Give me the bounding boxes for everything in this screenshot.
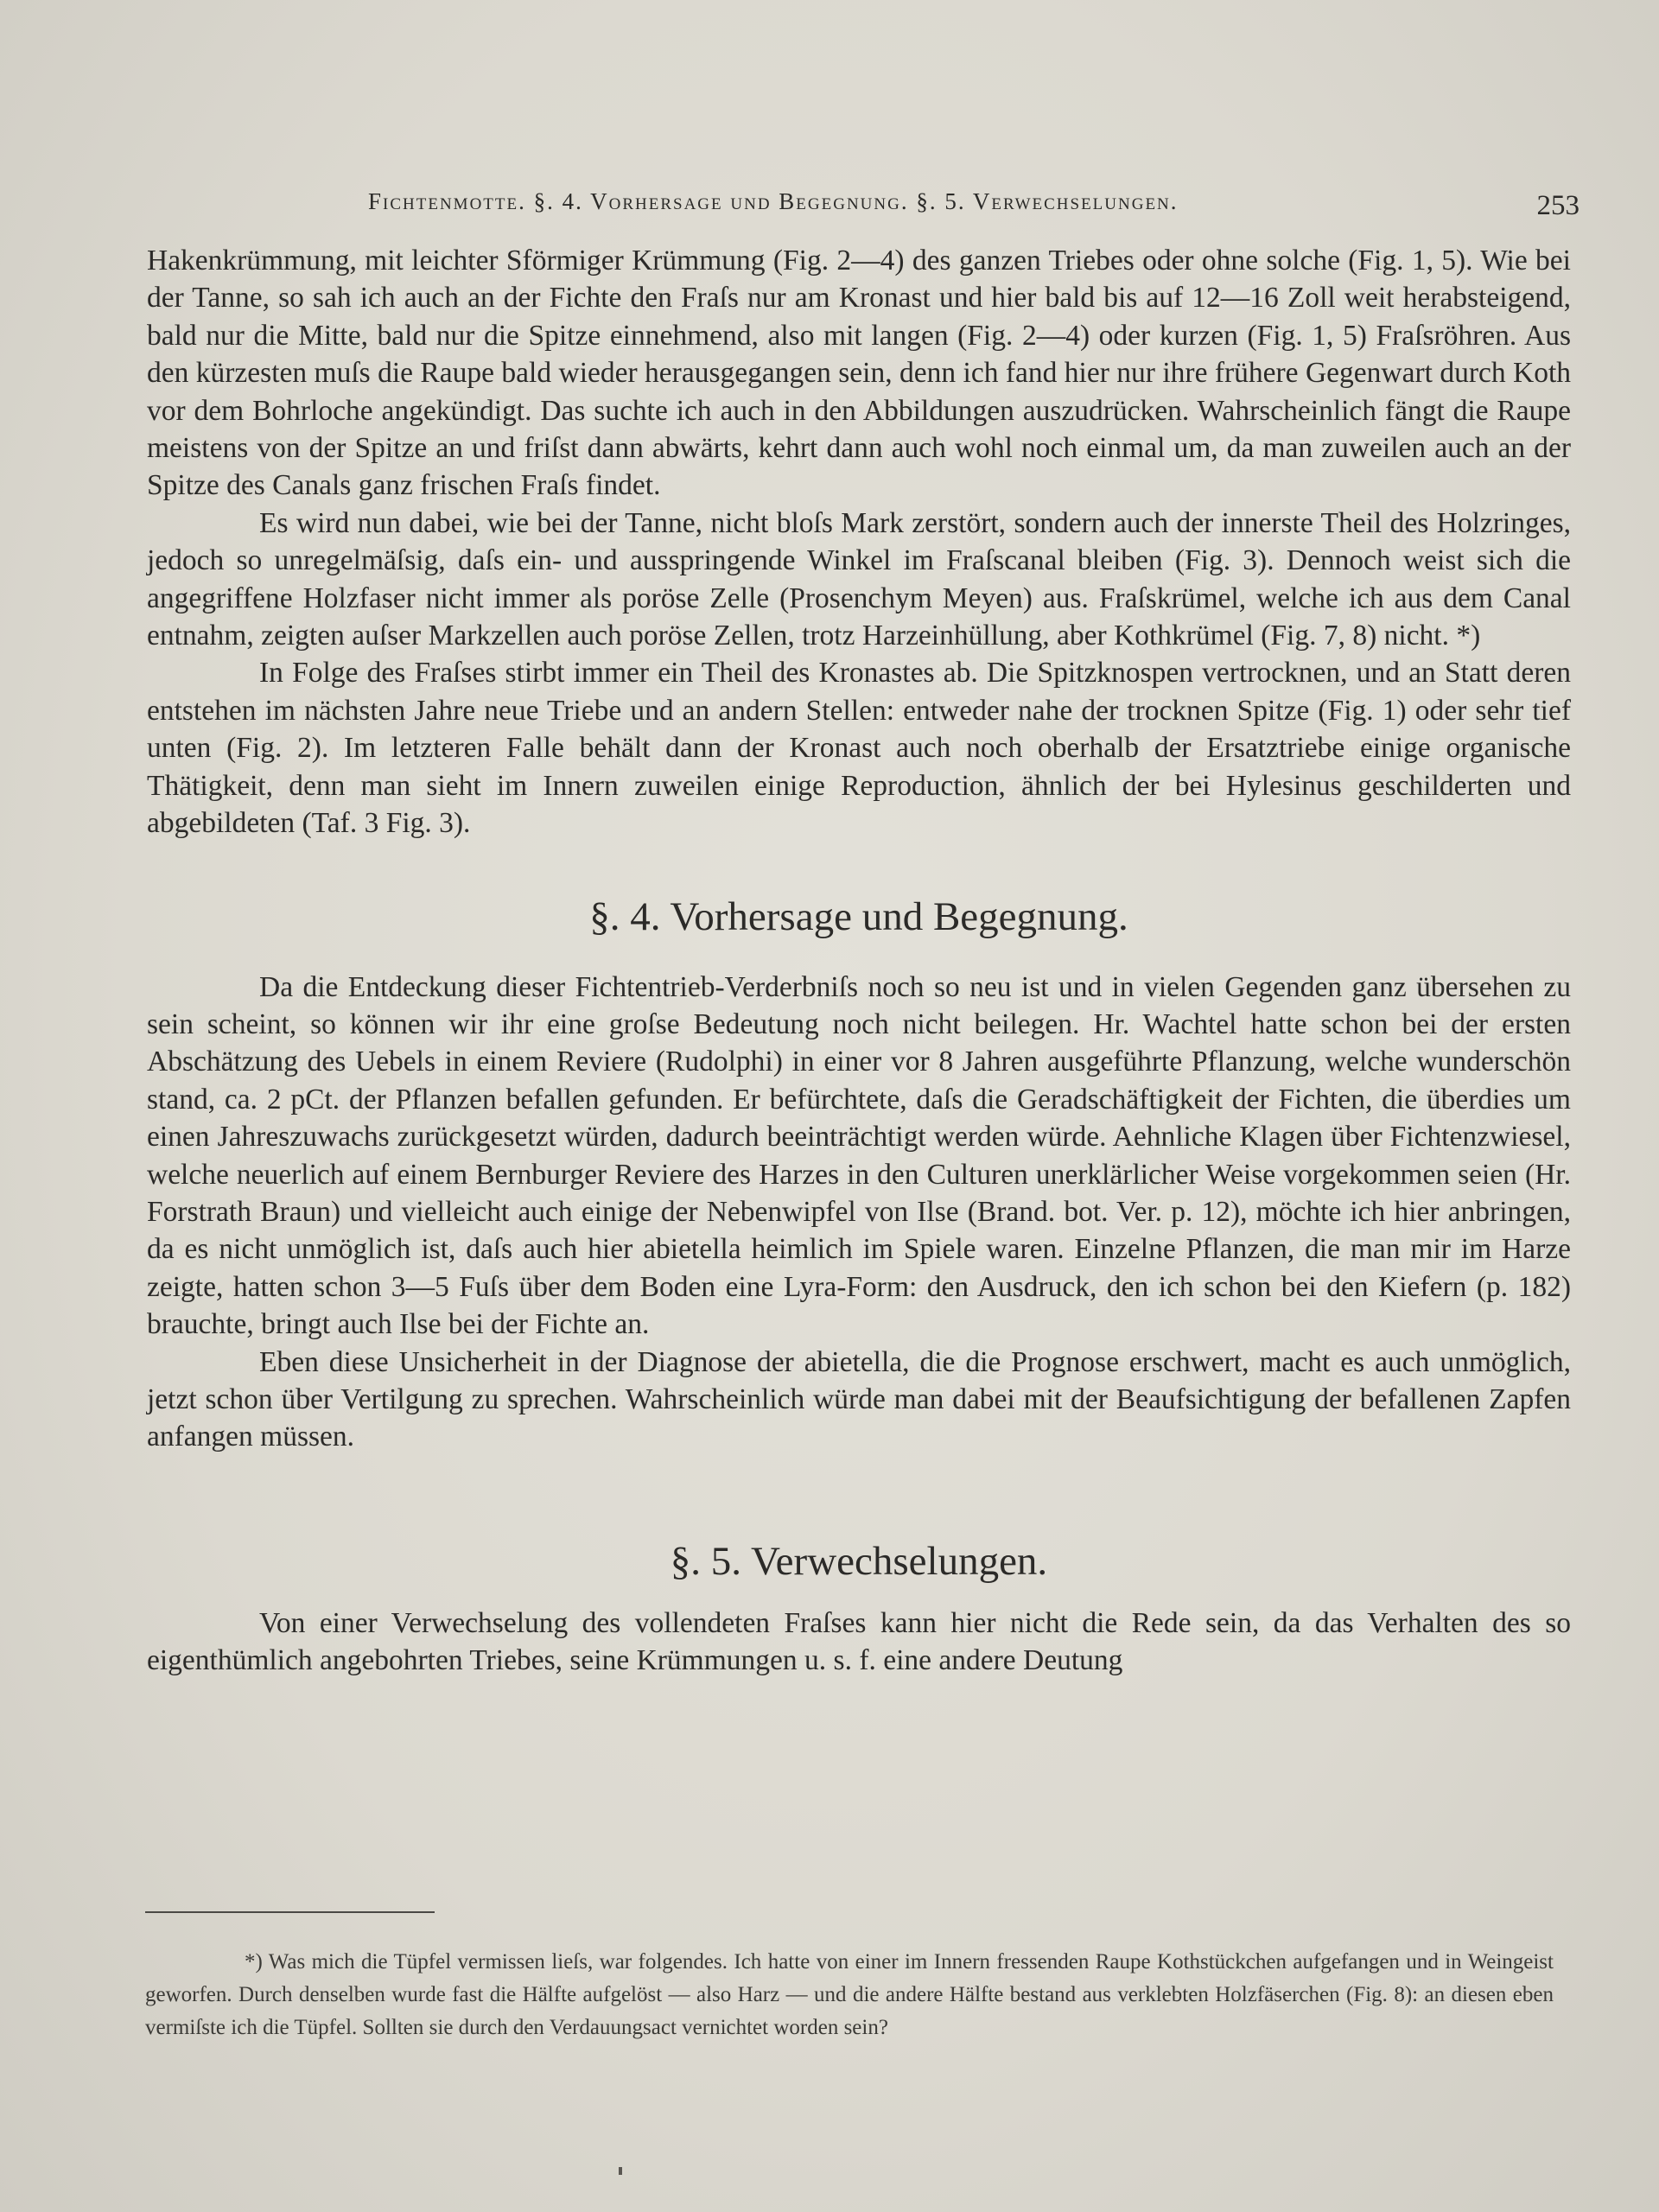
- paragraph-intro-3: In Folge des Fraſses stirbt immer ein Theil des Kronastes ab. Die Spitzknospen vertrocknen, und an Statt deren entstehen im nächsten Jahre neue Triebe und an andern Stellen: entweder nahe der trocknen Spitze (Fig. 1) oder sehr tief unten (Fig. 2). Im letzteren Falle behält dann der Kronast auch noch oberhalb der Ersatztriebe einige organische Thätigkeit, denn man sieht im Innern zuweilen einige Reproduction, ähnlich der bei Hylesinus geschilderten und abgebildeten (Taf. 3 Fig. 3).: [147, 657, 1571, 840]
- section-5-paragraph-1: Von einer Verwechselung des vollendeten Fraſses kann hier nicht die Rede sein, da das Verhalten des so eigenthümlich angebohrten Triebes, seine Krümmungen u. s. f. eine andere Deutung: [147, 1606, 1571, 1677]
- body-text: [147, 242, 1571, 1680]
- section-4-paragraph-2: Eben diese Unsicherheit in der Diagnose der abietella, die die Prognose erschwert, macht es auch unmöglich, jetzt schon über Vertilgung zu sprechen. Wahrscheinlich würde man dabei mit der Beaufsichtigung der befallenen Zapfen anfangen müssen.: [147, 1345, 1571, 1453]
- paragraph-intro-2: Es wird nun dabei, wie bei der Tanne, nicht bloſs Mark zerstört, sondern auch der innerste Theil des Holzringes, jedoch so unregelmäſsig, daſs ein- und ausspringende Winkel im Fraſscanal bleiben (Fig. 3). Dennoch weist sich die angegriffene Holzfaser nicht immer als poröse Zelle (Prosenchym Meyen) aus. Fraſskrümel, welche ich aus dem Canal entnahm, zeigten auſser Markzellen auch poröse Zellen, trotz Harzeinhüllung, aber Kothkrümel (Fig. 7, 8) nicht. *): [147, 506, 1571, 652]
- footnote: *) Was mich die Tüpfel vermissen lieſs, war folgendes. Ich hatte von einer im Innern fressenden Raupe Kothstückchen aufgefangen und in Weingeist geworfen. Durch denselben wurde fast die Hälfte aufgelöst — also Harz — und die andere Hälfte bestand aus verklebten Holzfäserchen (Fig. 8): an diesen eben vermiſste ich die Tüpfel. Sollten sie durch den Verdauungsact vernichtet worden sein?: [145, 1950, 1554, 2039]
- section-4-paragraph-1: Da die Entdeckung dieser Fichtentrieb-Verderbniſs noch so neu ist und in vielen Gegenden ganz übersehen zu sein scheint, so können wir ihr eine groſse Bedeutung noch nicht beilegen. Hr. Wachtel hatte schon bei der ersten Abschätzung des Uebels in einem Reviere (Rudolphi) in einer vor 8 Jahren ausgeführte Pflanzung, welche wunderschön stand, ca. 2 pCt. der Pflanzen befallen gefunden. Er befürchtete, daſs die Geradschäftigkeit der Fichten, die überdies um einen Jahreszuwachs zurückgesetzt würden, dadurch beeinträchtigt werden würde. Aehnliche Klagen über Fichtenzwiesel, welche neuerlich auf einem Bernburger Reviere des Harzes in den Culturen unerklärlicher Weise vorgekommen seien (Hr. Forstrath Braun) und vielleicht auch einige der Nebenwipfel von Ilse (Brand. bot. Ver. p. 12), möchte ich hier anbringen, da es nicht unmöglich ist, daſs auch hier abietella heimlich im Spiele waren. Einzelne Pflanzen, die man mir im Harze zeigte, hatten schon 3—5 Fuſs über dem Boden eine Lyra-Form: den Ausdruck, den ich schon bei den Kiefern (p. 182) brauchte, bringt auch Ilse bei der Fichte an.: [147, 970, 1571, 1341]
- section-4-heading: §. 4. Vorhersage und Begegnung.: [589, 893, 1128, 939]
- print-mark: [619, 2167, 622, 2175]
- page-number: 253: [1536, 190, 1580, 221]
- paragraph-intro-1: Hakenkrümmung, mit leichter Sförmiger Krümmung (Fig. 2—4) des ganzen Triebes oder ohne solche (Fig. 1, 5). Wie bei der Tanne, so sah ich auch an der Fichte den Fraſs nur am Kronast und hier bald bis auf 12—16 Zoll weit herabsteigend, bald nur die Mitte, bald nur die Spitze einnehmend, also mit langen (Fig. 2—4) oder kurzen (Fig. 1, 5) Fraſsröhren. Aus den kürzesten muſs die Raupe bald wieder herausgegangen sein, denn ich fand hier nur ihre frühere Gegenwart durch Koth vor dem Bohrloche angekündigt. Das suchte ich auch in den Abbildungen auszudrücken. Wahrscheinlich fängt die Raupe meistens von der Spitze an und friſst dann abwärts, kehrt dann auch wohl noch einmal um, da man zuweilen auch an der Spitze des Canals ganz frischen Fraſs findet.: [147, 245, 1571, 502]
- footnote-rule: [145, 1911, 435, 1913]
- page-header: [145, 188, 1580, 232]
- running-head: Fichtenmotte. §. 4. Vorhersage und Begegnung. §. 5. Verwechselungen.: [368, 188, 1179, 214]
- section-5-heading: §. 5. Verwechselungen.: [670, 1538, 1048, 1584]
